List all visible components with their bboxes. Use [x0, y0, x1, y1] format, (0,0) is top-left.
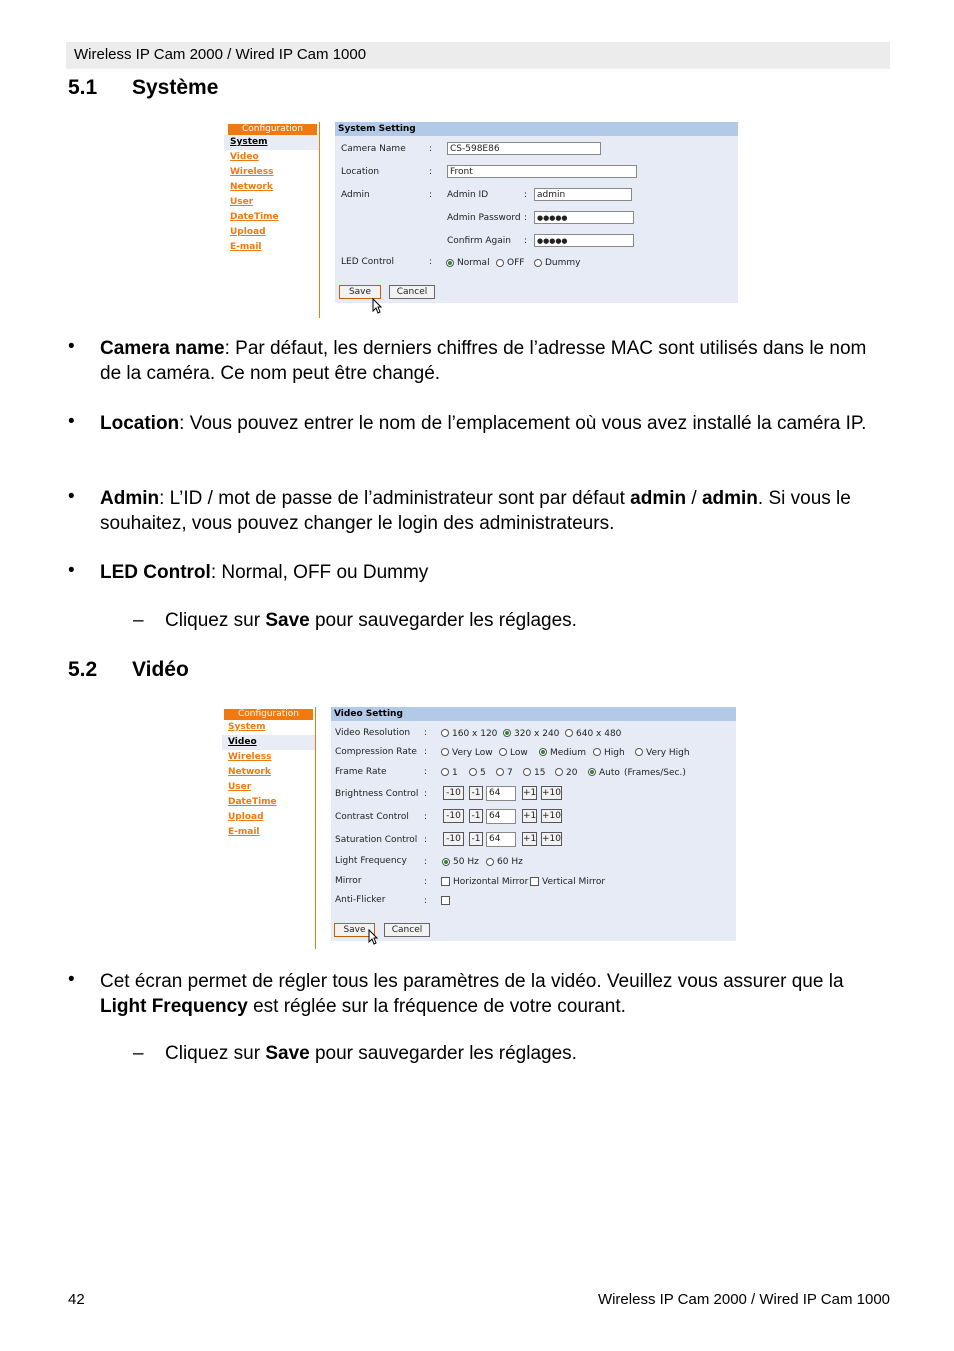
compression-option: High [604, 748, 625, 758]
led-dummy-radio[interactable] [534, 259, 542, 267]
admin-password-label: Admin Password [447, 213, 521, 223]
bullet-body: : Vous pouvez entrer le nom de l’emplacement où vous avez installé la caméra IP. [179, 413, 867, 434]
anti-flicker-label: Anti-Flicker [335, 895, 386, 905]
bullet-body: : Normal, OFF ou Dummy [210, 562, 429, 583]
section-title: Système [132, 76, 219, 99]
bullet-symbol: • [68, 560, 75, 581]
lightfreq-option: 60 Hz [497, 857, 523, 867]
location-label: Location [341, 167, 380, 177]
config-nav [222, 707, 316, 949]
bullet-term: LED Control [100, 562, 211, 583]
brightness-plus1-button[interactable]: +1 [523, 788, 537, 798]
compression-option: Medium [550, 748, 586, 758]
contrast-value-input[interactable]: 64 [486, 809, 516, 824]
lightfreq-option: 50 Hz [453, 857, 479, 867]
colon: : [524, 213, 528, 223]
dash-symbol: – [133, 610, 144, 631]
mirror-option: Vertical Mirror [542, 877, 606, 887]
mirror-label: Mirror [335, 876, 362, 886]
framerate-option: Auto [599, 768, 620, 778]
compression-medium-radio[interactable] [539, 748, 547, 756]
mirror-option: Horizontal Mirror [453, 877, 529, 887]
colon: : [424, 877, 428, 887]
frame-rate-label: Frame Rate [335, 767, 387, 777]
nav-item-wireless[interactable]: Wireless [228, 752, 272, 762]
dash-symbol: – [133, 1043, 144, 1064]
nav-item-network[interactable]: Network [228, 767, 271, 777]
bullet-video [100, 969, 892, 1019]
nav-item-system[interactable]: System [224, 135, 319, 150]
colon: : [429, 257, 433, 267]
admin-label: Admin [341, 190, 370, 200]
framerate-auto-radio[interactable] [588, 768, 596, 776]
colon: : [524, 190, 528, 200]
bullet-term: Camera name [100, 338, 225, 359]
colon: : [424, 767, 428, 777]
compression-verylow-radio[interactable] [441, 748, 449, 756]
save-button[interactable]: Save [334, 923, 375, 937]
brightness-minus10-button[interactable]: -10 [443, 786, 464, 800]
vertical-mirror-checkbox[interactable] [530, 877, 539, 886]
nav-item-email[interactable]: E-mail [230, 242, 262, 252]
horizontal-mirror-checkbox[interactable] [441, 877, 450, 886]
section-number: 5.2 [68, 658, 98, 681]
resolution-640-radio[interactable] [565, 729, 573, 737]
mouse-cursor-icon [372, 298, 382, 317]
framerate-option: 5 [480, 768, 486, 778]
bullet-symbol: • [68, 411, 75, 432]
bullet-bold: Light Frequency [100, 996, 248, 1017]
brightness-plus10-button[interactable]: +10 [542, 788, 561, 798]
compression-option: Low [510, 748, 528, 758]
resolution-option: 160 x 120 [452, 729, 498, 739]
framerate-1-radio[interactable] [441, 768, 449, 776]
bullet-admin [100, 486, 892, 536]
saturation-plus1-button[interactable]: +1 [523, 834, 537, 844]
admin-id-label: Admin ID [447, 190, 489, 200]
section-number: 5.1 [68, 76, 98, 99]
framerate-5-radio[interactable] [469, 768, 477, 776]
brightness-control-label: Brightness Control [335, 789, 419, 799]
admin-password-input[interactable]: ●●●●● [534, 211, 634, 224]
admin-id-input[interactable]: admin [534, 188, 632, 201]
nav-item-system[interactable]: System [228, 722, 266, 732]
resolution-160-radio[interactable] [441, 729, 449, 737]
page-number: 42 [68, 1291, 85, 1308]
framerate-option: 20 [566, 768, 578, 778]
framerate-option: 1 [452, 768, 458, 778]
nav-item-user[interactable]: User [228, 782, 252, 792]
nav-item-video[interactable]: Video [222, 735, 315, 750]
nav-item-email[interactable]: E-mail [228, 827, 260, 837]
framerate-option: 7 [507, 768, 513, 778]
bullet-symbol: • [68, 336, 75, 357]
saturation-plus10-button[interactable]: +10 [542, 834, 561, 844]
compression-high-radio[interactable] [593, 748, 601, 756]
config-nav [224, 122, 320, 318]
instruction-bold: Save [265, 610, 310, 631]
save-button[interactable]: Save [339, 285, 381, 299]
colon: : [429, 144, 433, 154]
nav-item-network[interactable]: Network [230, 182, 273, 192]
colon: : [424, 835, 428, 845]
location-input[interactable]: Front [447, 165, 637, 178]
colon: : [424, 789, 428, 799]
instruction-bold: Save [265, 1043, 310, 1064]
nav-item-upload[interactable]: Upload [230, 227, 266, 237]
contrast-control-label: Contrast Control [335, 812, 409, 822]
compression-rate-label: Compression Rate [335, 747, 417, 757]
contrast-minus1-button[interactable]: -1 [469, 809, 483, 823]
nav-title: Configuration [224, 709, 313, 720]
camera-name-label: Camera Name [341, 144, 406, 154]
footer-title: Wireless IP Cam 2000 / Wired IP Cam 1000 [597, 1291, 890, 1308]
colon: : [424, 728, 428, 738]
panel-title: Video Setting [331, 707, 736, 721]
nav-title: Configuration [228, 124, 317, 135]
video-resolution-label: Video Resolution [335, 728, 411, 738]
compression-option: Very High [646, 748, 690, 758]
lightfreq-60-radio[interactable] [486, 858, 494, 866]
bullet-symbol: • [68, 969, 75, 990]
colon: : [424, 812, 428, 822]
confirm-again-label: Confirm Again [447, 236, 511, 246]
led-control-label: LED Control [341, 257, 395, 267]
video-panel [331, 707, 736, 941]
instruction-text: pour sauvegarder les réglages. [309, 1043, 577, 1064]
save-instruction [165, 1043, 577, 1065]
framerate-15-radio[interactable] [523, 768, 531, 776]
framerate-option: 15 [534, 768, 546, 778]
cancel-button[interactable]: Cancel [384, 923, 430, 937]
led-off-radio[interactable] [496, 259, 504, 267]
nav-item-video[interactable]: Video [230, 152, 259, 162]
bullet-term: Admin [100, 488, 160, 509]
camera-name-input[interactable]: CS-598E86 [447, 142, 601, 155]
bullet-body: Cet écran permet de régler tous les paramètres de la vidéo. Veuillez vous assurer que la [100, 971, 844, 992]
nav-item-datetime[interactable]: DateTime [230, 212, 279, 222]
led-normal-label: Normal [457, 258, 490, 268]
colon: : [424, 896, 428, 906]
video-setting-screenshot [222, 707, 737, 950]
saturation-control-label: Saturation Control [335, 835, 418, 845]
led-normal-radio[interactable] [446, 259, 454, 267]
brightness-minus1-button[interactable]: -1 [469, 786, 483, 800]
bullet-bold: admin [630, 488, 687, 509]
saturation-minus10-button[interactable]: -10 [443, 832, 464, 846]
colon: : [424, 747, 428, 757]
saturation-value-input[interactable]: 64 [486, 832, 516, 847]
nav-item-wireless[interactable]: Wireless [230, 167, 274, 177]
resolution-option: 320 x 240 [514, 729, 560, 739]
colon: : [524, 236, 528, 246]
bullet-symbol: • [68, 486, 75, 507]
section-title: Vidéo [132, 658, 189, 681]
bullet-body: : L’ID / mot de passe de l’administrateur sont par défaut [159, 488, 631, 509]
colon: : [424, 857, 428, 867]
system-setting-screenshot [224, 122, 738, 320]
anti-flicker-checkbox[interactable] [441, 896, 450, 905]
bullet-body: / [686, 488, 702, 509]
panel-title: System Setting [335, 122, 738, 136]
bullet-body: : Par défaut, les derniers chiffres de l’adresse MAC sont utilisés dans le nom de la caméra. Ce nom peut être changé. [100, 338, 867, 384]
lightfreq-50-radio[interactable] [442, 858, 450, 866]
compression-option: Very Low [452, 748, 493, 758]
instruction-text: pour sauvegarder les réglages. [309, 610, 577, 631]
colon: : [429, 190, 433, 200]
led-off-label: OFF [507, 258, 525, 268]
contrast-plus1-button[interactable]: +1 [523, 811, 537, 821]
save-instruction [165, 610, 577, 632]
system-panel [335, 122, 738, 303]
cancel-button[interactable]: Cancel [389, 285, 435, 299]
nav-item-datetime[interactable]: DateTime [228, 797, 277, 807]
framerate-20-radio[interactable] [555, 768, 563, 776]
bullet-led-control [100, 560, 892, 585]
bullet-camera-name [100, 336, 892, 386]
header-title: Wireless IP Cam 2000 / Wired IP Cam 1000 [74, 46, 367, 63]
confirm-again-input[interactable]: ●●●●● [534, 234, 634, 247]
mouse-cursor-icon [368, 929, 378, 948]
resolution-320-radio[interactable] [503, 729, 511, 737]
instruction-text: Cliquez sur [165, 610, 266, 631]
compression-veryhigh-radio[interactable] [635, 748, 643, 756]
led-dummy-label: Dummy [545, 258, 581, 268]
bullet-body: est réglée sur la fréquence de votre courant. [247, 996, 626, 1017]
bullet-body: . Si vous le souhaitez, vous pouvez changer le login des administrateurs. [100, 488, 851, 534]
bullet-bold: admin [701, 488, 758, 509]
bullet-location [100, 411, 892, 436]
colon: : [429, 167, 433, 177]
framerate-unit: (Frames/Sec.) [624, 768, 686, 778]
nav-item-upload[interactable]: Upload [228, 812, 264, 822]
contrast-plus10-button[interactable]: +10 [542, 811, 561, 821]
resolution-option: 640 x 480 [576, 729, 622, 739]
framerate-7-radio[interactable] [496, 768, 504, 776]
light-frequency-label: Light Frequency [335, 856, 407, 866]
brightness-value-input[interactable]: 64 [486, 786, 516, 801]
nav-item-user[interactable]: User [230, 197, 254, 207]
bullet-term: Location [100, 413, 180, 434]
compression-low-radio[interactable] [499, 748, 507, 756]
contrast-minus10-button[interactable]: -10 [443, 809, 464, 823]
saturation-minus1-button[interactable]: -1 [469, 832, 483, 846]
instruction-text: Cliquez sur [165, 1043, 266, 1064]
